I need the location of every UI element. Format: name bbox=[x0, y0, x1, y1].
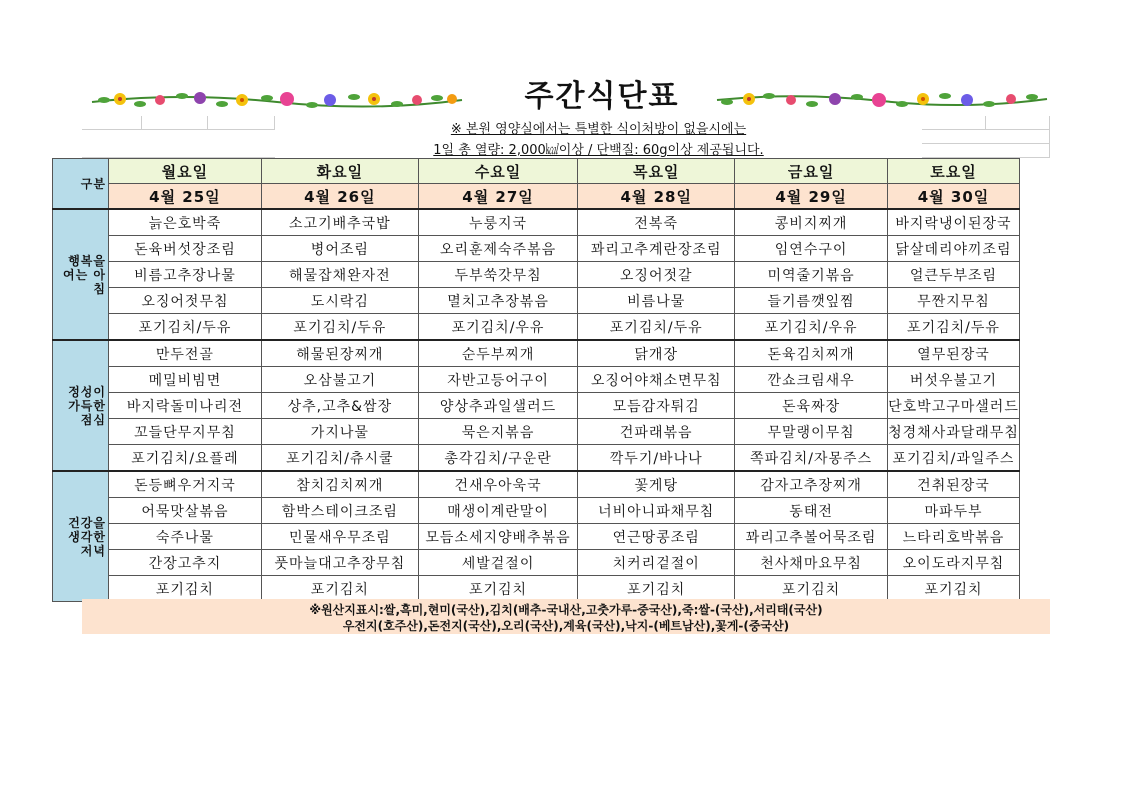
menu-cell: 묵은지볶음 bbox=[418, 419, 577, 445]
menu-cell: 함박스테이크조림 bbox=[261, 498, 418, 524]
menu-cell: 두부쑥갓무침 bbox=[418, 262, 577, 288]
menu-cell: 자반고등어구이 bbox=[418, 367, 577, 393]
page-title: 주간식단표 bbox=[524, 79, 680, 114]
menu-cell: 민물새우무조림 bbox=[261, 524, 418, 550]
menu-cell: 너비아니파채무침 bbox=[578, 498, 735, 524]
menu-cell: 누룽지국 bbox=[418, 209, 577, 236]
date-header: 4월 26일 bbox=[261, 184, 418, 210]
menu-cell: 얼큰두부조림 bbox=[887, 262, 1019, 288]
menu-cell: 매생이계란말이 bbox=[418, 498, 577, 524]
menu-cell: 포기김치/두유 bbox=[887, 314, 1019, 341]
menu-cell: 간장고추지 bbox=[108, 550, 261, 576]
day-header: 금요일 bbox=[735, 159, 888, 184]
menu-cell: 동태전 bbox=[735, 498, 888, 524]
menu-cell: 전복죽 bbox=[578, 209, 735, 236]
menu-cell: 꽃게탕 bbox=[578, 471, 735, 498]
date-header: 4월 30일 bbox=[887, 184, 1019, 210]
menu-cell: 청경채사과달래무침 bbox=[887, 419, 1019, 445]
menu-cell: 돈육짜장 bbox=[735, 393, 888, 419]
menu-cell: 멸치고추장볶음 bbox=[418, 288, 577, 314]
menu-cell: 포기김치/츄시쿨 bbox=[261, 445, 418, 472]
empty-cells-left bbox=[82, 116, 275, 158]
menu-cell: 콩비지찌개 bbox=[735, 209, 888, 236]
day-header: 수요일 bbox=[418, 159, 577, 184]
day-header: 목요일 bbox=[578, 159, 735, 184]
menu-cell: 병어조림 bbox=[261, 236, 418, 262]
menu-cell: 비름고추장나물 bbox=[108, 262, 261, 288]
menu-cell: 포기김치/두유 bbox=[578, 314, 735, 341]
menu-cell: 마파두부 bbox=[887, 498, 1019, 524]
date-header: 4월 28일 bbox=[578, 184, 735, 210]
menu-cell: 치커리겉절이 bbox=[578, 550, 735, 576]
menu-cell: 미역줄기볶음 bbox=[735, 262, 888, 288]
menu-cell: 닭개장 bbox=[578, 340, 735, 367]
menu-cell: 돈육김치찌개 bbox=[735, 340, 888, 367]
menu-cell: 건파래볶음 bbox=[578, 419, 735, 445]
menu-cell: 돈육버섯장조림 bbox=[108, 236, 261, 262]
menu-cell: 닭살데리야끼조림 bbox=[887, 236, 1019, 262]
menu-cell: 풋마늘대고추장무침 bbox=[261, 550, 418, 576]
origin-footer bbox=[82, 599, 1050, 634]
menu-sheet bbox=[63, 78, 1050, 634]
menu-cell: 포기김치 bbox=[418, 576, 577, 602]
menu-cell: 해물된장찌개 bbox=[261, 340, 418, 367]
menu-cell: 포기김치/두유 bbox=[261, 314, 418, 341]
menu-cell: 순두부찌개 bbox=[418, 340, 577, 367]
menu-cell: 총각김치/구운란 bbox=[418, 445, 577, 472]
meal-label-breakfast: 행복을 여는 아침 bbox=[53, 209, 109, 340]
menu-cell: 열무된장국 bbox=[887, 340, 1019, 367]
menu-cell: 돈등뼈우거지국 bbox=[108, 471, 261, 498]
menu-cell: 어묵맛살볶음 bbox=[108, 498, 261, 524]
meal-label-dinner: 건강을 생각한 저녁 bbox=[53, 471, 109, 602]
menu-cell: 단호박고구마샐러드 bbox=[887, 393, 1019, 419]
menu-cell: 바지락냉이된장국 bbox=[887, 209, 1019, 236]
header-corner: 구분 bbox=[53, 159, 109, 210]
menu-cell: 오리훈제숙주볶음 bbox=[418, 236, 577, 262]
menu-cell: 참치김치찌개 bbox=[261, 471, 418, 498]
menu-cell: 감자고추장찌개 bbox=[735, 471, 888, 498]
menu-cell: 상추,고추&쌈장 bbox=[261, 393, 418, 419]
menu-cell: 꽈리고추계란장조림 bbox=[578, 236, 735, 262]
menu-cell: 가지나물 bbox=[261, 419, 418, 445]
menu-cell: 포기김치/두유 bbox=[108, 314, 261, 341]
menu-cell: 꽈리고추볼어묵조림 bbox=[735, 524, 888, 550]
menu-cell: 임연수구이 bbox=[735, 236, 888, 262]
menu-cell: 포기김치 bbox=[578, 576, 735, 602]
menu-cell: 포기김치/우유 bbox=[418, 314, 577, 341]
menu-cell: 깍두기/바나나 bbox=[578, 445, 735, 472]
flower-garland-left bbox=[92, 84, 462, 114]
menu-cell: 건취된장국 bbox=[887, 471, 1019, 498]
menu-cell: 오징어젓무침 bbox=[108, 288, 261, 314]
menu-cell: 모듬소세지양배추볶음 bbox=[418, 524, 577, 550]
title-band bbox=[82, 78, 1050, 116]
note-line-2: 1일 총 열량: 2,000㎉이상 / 단백질: 60g이상 제공됩니다. bbox=[433, 143, 764, 158]
menu-cell: 들기름깻잎찜 bbox=[735, 288, 888, 314]
menu-cell: 포기김치/과일주스 bbox=[887, 445, 1019, 472]
menu-cell: 연근땅콩조림 bbox=[578, 524, 735, 550]
menu-cell: 건새우아욱국 bbox=[418, 471, 577, 498]
date-header: 4월 27일 bbox=[418, 184, 577, 210]
menu-cell: 오이도라지무침 bbox=[887, 550, 1019, 576]
note-line-1: ※ 본원 영양실에서는 특별한 식이처방이 없을시에는 bbox=[450, 122, 747, 137]
menu-cell: 포기김치 bbox=[887, 576, 1019, 602]
menu-cell: 숙주나물 bbox=[108, 524, 261, 550]
menu-cell: 바지락돌미나리전 bbox=[108, 393, 261, 419]
menu-cell: 무말랭이무침 bbox=[735, 419, 888, 445]
menu-cell: 포기김치/우유 bbox=[735, 314, 888, 341]
origin-line-1: ※원산지표시:쌀,흑미,현미(국산),김치(배추-국내산,고춧가루-중국산),죽:쌀-(국산),서리태(국산) bbox=[309, 603, 823, 617]
menu-cell: 늙은호박죽 bbox=[108, 209, 261, 236]
date-header: 4월 29일 bbox=[735, 184, 888, 210]
menu-cell: 도시락김 bbox=[261, 288, 418, 314]
weekly-menu-table bbox=[52, 158, 1020, 602]
menu-cell: 만두전골 bbox=[108, 340, 261, 367]
menu-cell: 포기김치/요플레 bbox=[108, 445, 261, 472]
menu-cell: 오삼불고기 bbox=[261, 367, 418, 393]
menu-cell: 포기김치 bbox=[261, 576, 418, 602]
menu-cell: 포기김치 bbox=[735, 576, 888, 602]
menu-cell: 해물잡채완자전 bbox=[261, 262, 418, 288]
day-header: 토요일 bbox=[887, 159, 1019, 184]
menu-cell: 오징어젓갈 bbox=[578, 262, 735, 288]
menu-cell: 무짠지무침 bbox=[887, 288, 1019, 314]
menu-cell: 세발겉절이 bbox=[418, 550, 577, 576]
day-header: 월요일 bbox=[108, 159, 261, 184]
menu-cell: 비름나물 bbox=[578, 288, 735, 314]
empty-cells-right bbox=[922, 116, 1050, 158]
menu-cell: 깐쇼크림새우 bbox=[735, 367, 888, 393]
origin-line-2: 우전지(호주산),돈전지(국산),오리(국산),계육(국산),낙지-(베트남산),꽃게-(중국산) bbox=[342, 619, 790, 633]
day-header: 화요일 bbox=[261, 159, 418, 184]
menu-cell: 소고기배추국밥 bbox=[261, 209, 418, 236]
menu-cell: 양상추과일샐러드 bbox=[418, 393, 577, 419]
date-header: 4월 25일 bbox=[108, 184, 261, 210]
menu-cell: 버섯우불고기 bbox=[887, 367, 1019, 393]
menu-cell: 오징어야채소면무침 bbox=[578, 367, 735, 393]
menu-cell: 천사채마요무침 bbox=[735, 550, 888, 576]
menu-cell: 포기김치 bbox=[108, 576, 261, 602]
menu-cell: 쪽파김치/자몽주스 bbox=[735, 445, 888, 472]
meal-label-lunch: 정성이 가득한 점심 bbox=[53, 340, 109, 471]
flower-garland-right bbox=[717, 84, 1047, 114]
menu-cell: 모듬감자튀김 bbox=[578, 393, 735, 419]
menu-cell: 꼬들단무지무침 bbox=[108, 419, 261, 445]
menu-cell: 느타리호박볶음 bbox=[887, 524, 1019, 550]
menu-cell: 메밀비빔면 bbox=[108, 367, 261, 393]
